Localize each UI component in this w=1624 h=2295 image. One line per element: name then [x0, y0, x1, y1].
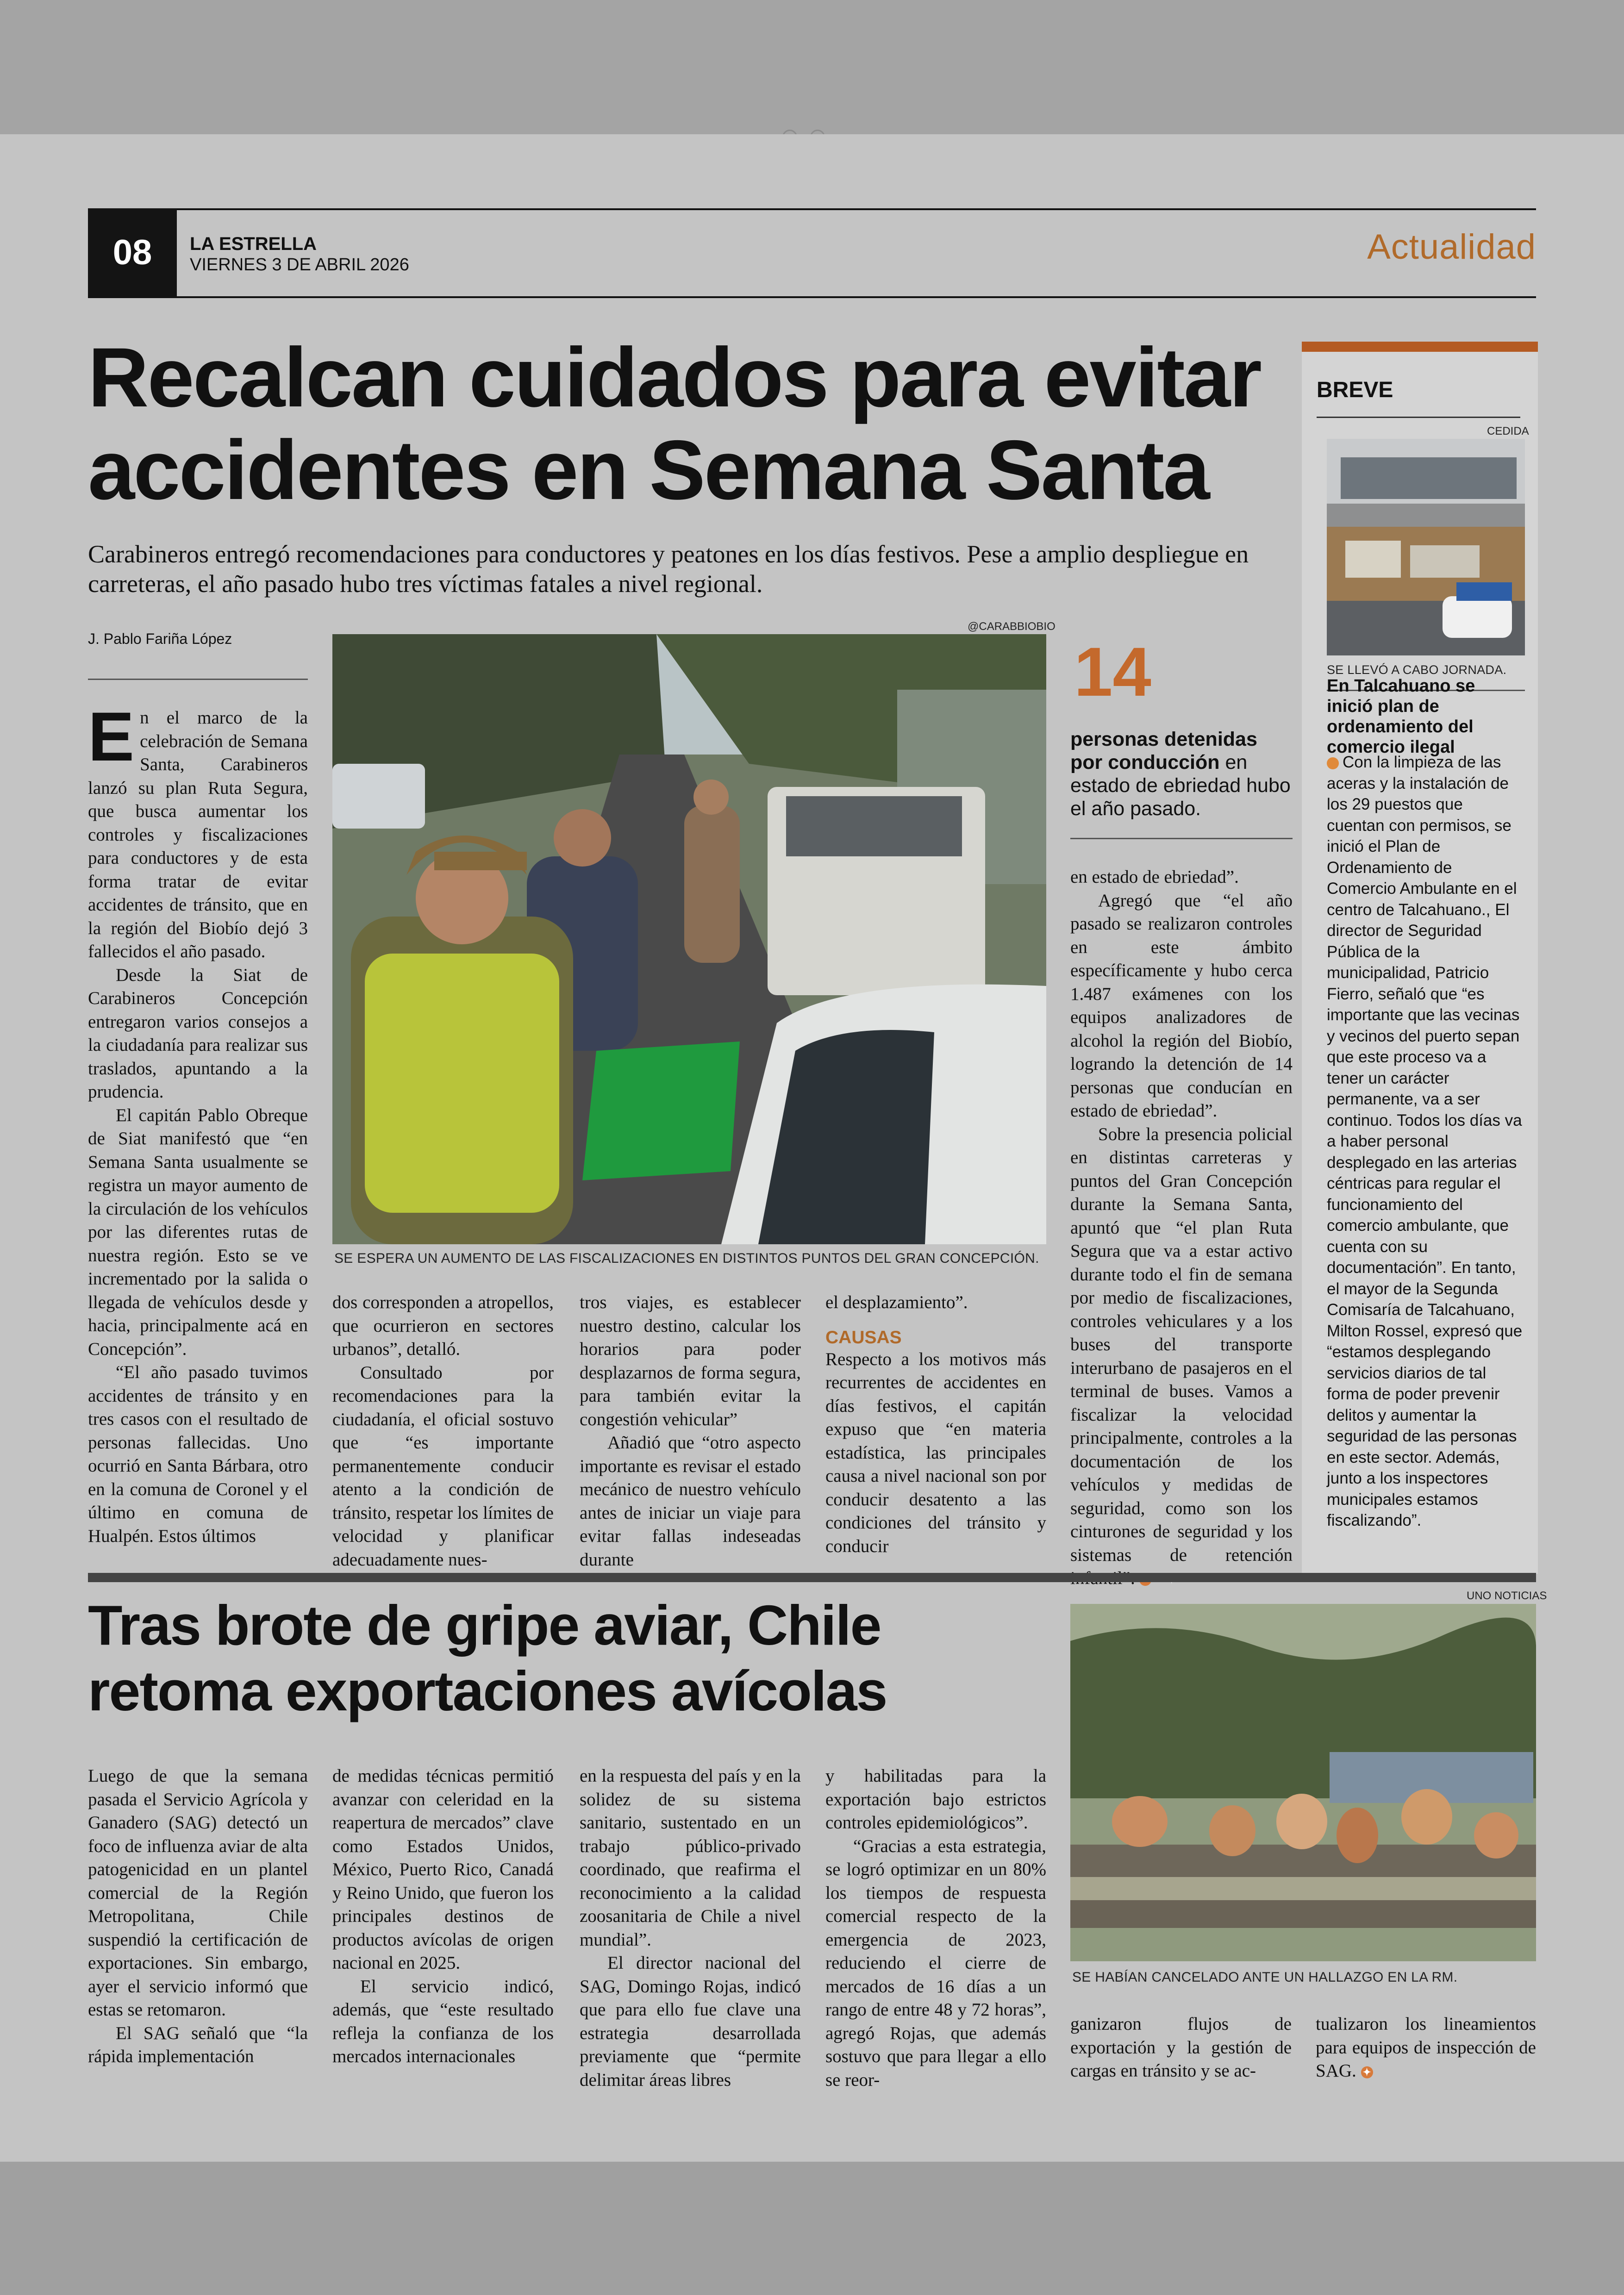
paragraph: Luego de que la semana pasada el Servicio Agrícola y Ganadero (SAG) detectó un foco de influenza aviar de alta patogenicidad en un plantel comercial de la Región Metropolitana, Chile suspendió la certificación de exportaciones. Sin embargo, ayer el servicio informó que estas se retomaron.: [88, 1766, 308, 2020]
article2-photo-credit: UNO NOTICIAS: [1467, 1590, 1547, 1602]
paragraph: y habilitadas para la exportación bajo estrictos controles epidemiológicos”.: [825, 1766, 1046, 1833]
publication-name: LA ESTRELLA: [190, 234, 317, 254]
article2-column-6: [1316, 2013, 1536, 2083]
article-column-2: [332, 1291, 554, 1572]
paragraph: el desplazamiento”.: [825, 1292, 968, 1312]
paragraph: Respecto a los motivos más recurrentes de accidentes en días festivos, el capitán expuso que “en materia estadística, las principales causa a nivel nacional son por conducir desatento a las condiciones del tránsito y conducir: [825, 1349, 1046, 1556]
article2-column-3: [580, 1765, 801, 2092]
viewer-bottom-band: [0, 2162, 1624, 2295]
article-headline: Recalcan cuidados para evitar accidentes en Semana Santa: [88, 330, 1261, 517]
photo-credit: @CARABBIOBIO: [968, 620, 1056, 633]
article-photo: [332, 634, 1046, 1244]
stat-rule: [1070, 838, 1293, 839]
paragraph: de medidas técnicas permitió avanzar con celeridad en la reapertura de mercados” clave como Estados Unidos, México, Puerto Rico, Canadá y Reino Unido, que fueron los principales destinos de productos avícolas de origen nacional en 2025.: [332, 1766, 554, 1973]
header-top-rule: [88, 208, 1536, 210]
paragraph: tualizaron los lineamientos para equipos de inspección de SAG. ✦: [1316, 2014, 1536, 2081]
end-mark-icon: ✦: [1361, 2066, 1373, 2078]
paragraph: en la respuesta del país y en la solidez de su sistema sanitario, sustentado en un trabajo público-privado coordinado, que reafirma el reconocimiento a la calidad zoosanitaria de Chile a nivel mundial”.: [580, 1766, 801, 1950]
article-divider: [88, 1573, 1536, 1582]
sidebar-photo-caption: SE LLEVÓ A CABO JORNADA.: [1327, 663, 1507, 677]
paragraph: Agregó que “el año pasado se realizaron controles en este ámbito específicamente y hubo cerca 1.487 exámenes con los equipos analizadores de alcohol la región del Biobío, logrando la detención de 14 personas que conducían en estado de ebriedad”.: [1070, 890, 1293, 1121]
paragraph: Sobre la presencia policial en distintas carreteras y puntos del Gran Concepción durante la Semana Santa, apuntó que “el plan Ruta Segura que va a estar activo durante todo el fin de semana por medio de fiscalizaciones, controles vehiculares y a los buses del transporte interurbano de pasajeros en el terminal de buses. Vamos a fiscalizar la velocidad principalmente, controles a la documentación de los vehículos y medidas de seguridad, como son los cinturones de seguridad y los sistemas de retención: [1070, 1123, 1293, 1590]
paragraph: El director nacional del SAG, Domingo Rojas, indicó que para ello fue clave una estrategia desarrollada previamente que “permite delimitar áreas libres: [580, 1953, 801, 2090]
article-column-4: [825, 1291, 1046, 1558]
paragraph: El servicio indicó, además, que “este resultado refleja la confianza de los mercados internacionales: [332, 1976, 554, 2066]
stat-number: 14: [1074, 633, 1151, 711]
bullet-icon: [1327, 757, 1339, 769]
article2-column-4: [825, 1765, 1046, 2092]
sidebar-title: En Talcahuano se inició plan de ordenamiento del comercio ilegal: [1327, 676, 1475, 757]
article2-column-1: [88, 1765, 308, 2069]
article2-column-5: [1070, 2013, 1292, 2083]
paragraph: ganizaron flujos de exportación y la gestión de cargas en tránsito y se ac-: [1070, 2014, 1292, 2081]
photo-caption: SE ESPERA UN AUMENTO DE LAS FISCALIZACIONES EN DISTINTOS PUNTOS DEL GRAN CONCEPCIÓN.: [334, 1251, 1039, 1266]
dropcap: E: [88, 698, 135, 775]
section-title: Actualidad: [1367, 227, 1536, 267]
article2-headline: Tras brote de gripe aviar, Chile retoma exportaciones avícolas: [88, 1594, 887, 1722]
paragraph: “El año pasado tuvimos accidentes de tránsito y en tres casos con el resultado de personas fallecidas. Uno ocurrió en Santa Bárbara, otro en la comuna de Coronel y el último en comuna de Hualpén. Estos últimos: [88, 1362, 308, 1546]
paragraph: En el marco de la celebración de Semana Santa, Carabineros lanzó su plan Ruta Segura, que busca aumentar los controles y fiscalizaciones para conductores y de esta forma tratar de evitar accidentes de tránsito, que en la región del Biobío dejó 3 fallecidos el año pasado.: [88, 698, 308, 961]
paragraph: dos corresponden a atropellos, que ocurrieron en sectores urbanos”, detalló.: [332, 1292, 554, 1359]
page-number: 08: [88, 208, 177, 297]
article2-photo: [1070, 1604, 1536, 1961]
byline: J. Pablo Fariña López: [88, 630, 232, 647]
paragraph: Añadió que “otro aspecto importante es revisar el estado mecánico de nuestro vehículo antes de iniciar un viaje para evitar fallas indeseadas durante: [580, 1433, 801, 1570]
article2-column-2: [332, 1765, 554, 2069]
paragraph: El capitán Pablo Obreque de Siat manifestó que “en Semana Santa usualmente se registra un mayor aumento de la circulación de los vehículos por las diferentes rutas de nuestra región. Esto se ve incrementado por la salida o llegada de vehículos desde y hacia, principalmente acá en Concepción”.: [88, 1105, 308, 1359]
header-bottom-rule: [88, 296, 1536, 298]
sidebar-photo-credit: CEDIDA: [1487, 425, 1529, 437]
sidebar-label: BREVE: [1317, 378, 1393, 402]
sidebar-body: Con la limpieza de las aceras y la instalación de los 29 puestos que cuentan con permisos, se inició el Plan de Ordenamiento de Comercio Ambulante en el centro de Talcahuano., El director de Seguridad Pública de la municipalidad, Patricio Fierro, señaló que “es importante que las vecinas y vecinos del puerto sepan que este proceso va a tener un carácter permanente, va a ser continuo. Todos los días va a haber personal desplegado en las arterias céntricas para regular el funcionamiento del comercio ambulante, que cuenta con su documentación”. En tanto, el mayor de la Segunda Comisaría de Talcahuano, Milton Rossel, expresó que “estamos desplegando servicios diarios de tal forma de poder prevenir delitos y aumentar la seguridad de las personas en este sector. Además, junto a los inspectores municipales estamos fiscalizando”.: [1327, 753, 1523, 1529]
article-deck: Carabineros entregó recomendaciones para conductores y peatones en los días festivos. Pese a amplio despliegue en carreteras, el año pasado hubo tres víctimas fatales a nivel regional.: [88, 540, 1249, 598]
paragraph: tros viajes, es establecer nuestro destino, calcular los horarios para poder desplazarnos de forma segura, para también evitar la congestión vehicular”: [580, 1292, 801, 1429]
article2-photo-caption: SE HABÍAN CANCELADO ANTE UN HALLAZGO EN LA RM.: [1072, 1970, 1458, 1985]
byline-rule: [88, 679, 308, 680]
paragraph: “Gracias a esta estrategia, se logró optimizar en un 80% los tiempos de respuesta comercial respecto de la emergencia de 2023, reduciendo el cierre de mercados de 16 días a un rango de entre 48 y 72 horas”, agregó Rojas, que además sostuvo que para llegar a ello se reor-: [825, 1836, 1046, 2090]
sidebar-photo: [1327, 439, 1525, 655]
paragraph: El SAG señaló que “la rápida implementación: [88, 2023, 308, 2066]
sidebar-label-rule: [1317, 417, 1520, 418]
article-column-1: [88, 698, 308, 1548]
viewer-top-band: [0, 0, 1624, 134]
subhead-causas: CAUSAS: [825, 1327, 902, 1347]
article-column-3: [580, 1291, 801, 1572]
stat-text: personas detenidas por conducción en estado de ebriedad hubo el año pasado.: [1070, 728, 1291, 820]
publication-date: VIERNES 3 DE ABRIL 2026: [190, 255, 409, 274]
article-column-5: [1070, 866, 1293, 1590]
paragraph: Consultado por recomendaciones para la ciudadanía, el oficial sostuvo que “es importante permanentemente conducir atento a la condición de tránsito, respetar los límites de velocidad y planificar adecuadamente nues-: [332, 1362, 554, 1570]
paragraph: en estado de ebriedad”.: [1070, 867, 1239, 887]
paragraph: Desde la Siat de Carabineros Concepción entregaron varios consejos a la ciudadanía para realizar sus traslados, apuntando a la prudencia.: [88, 965, 308, 1102]
